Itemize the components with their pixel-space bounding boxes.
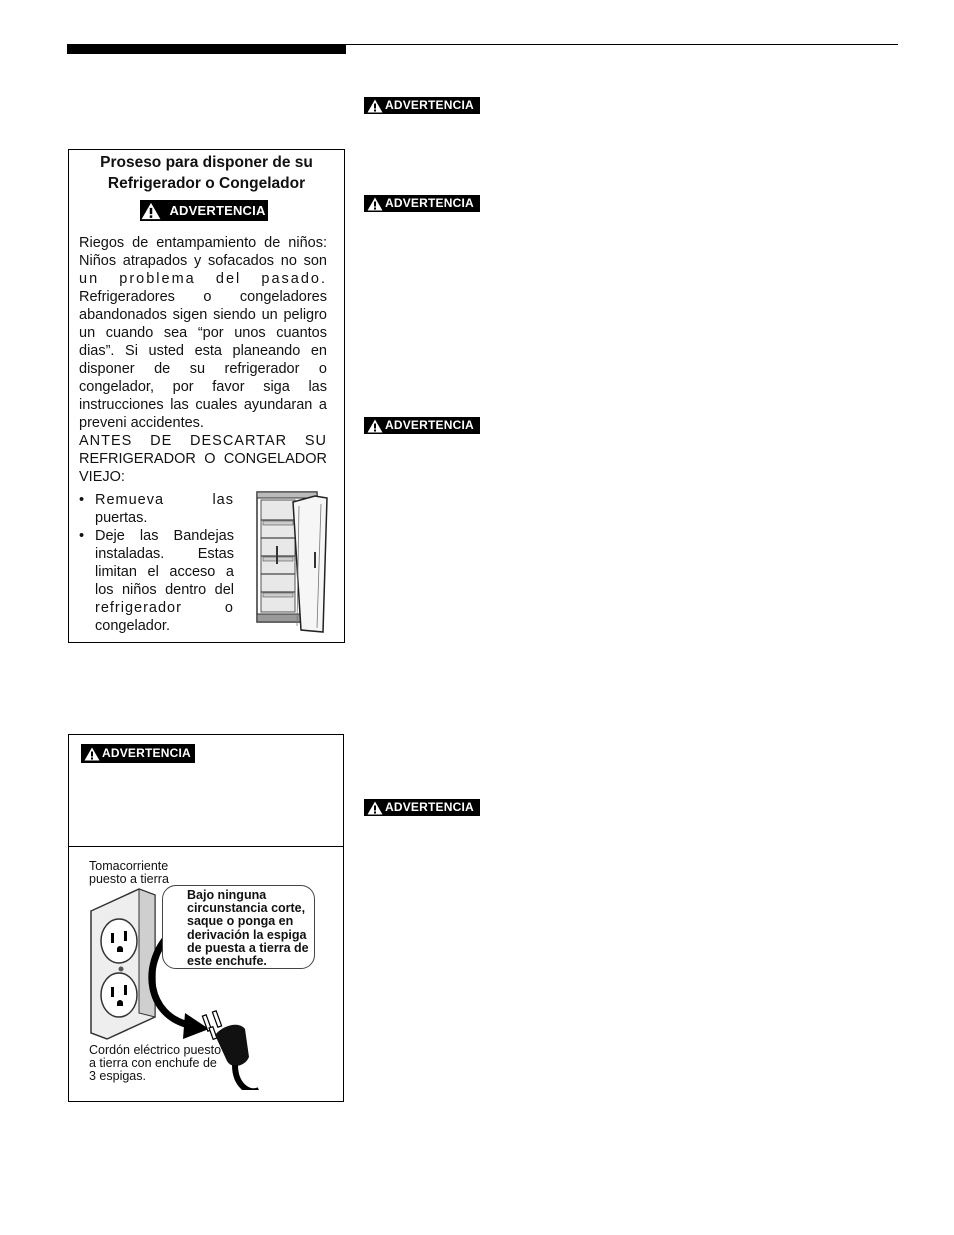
warning-badge-4 xyxy=(364,799,480,816)
callout-line: circunstancia corte, xyxy=(187,901,306,916)
warning-triangle-icon xyxy=(84,747,100,761)
cord-label-line: Cordón eléctrico puesto xyxy=(89,1043,222,1057)
bullet-line: Remueva las xyxy=(95,492,234,508)
caps-line: ANTES DE DESCARTAR SU xyxy=(79,433,327,449)
body-line: instrucciones las cuales ayundaran a xyxy=(79,397,327,413)
disposal-warning-badge xyxy=(140,200,268,221)
disposal-warning-label: ADVERTENCIA xyxy=(169,203,266,218)
body-line: abandonados sigen siendo un peligro xyxy=(79,307,327,323)
header-rule-thick xyxy=(67,44,346,54)
body-line: Refrigeradores o congeladores xyxy=(79,289,327,305)
cord-label-line: 3 espigas. xyxy=(89,1069,146,1083)
warning-badge-3 xyxy=(364,417,480,434)
body-line: un cuando sea “por unos cuantos xyxy=(79,325,327,341)
bullet-line: puertas. xyxy=(95,510,148,526)
disposal-title-line-2: Refrigerador o Congelador xyxy=(107,175,306,192)
warning-triangle-icon xyxy=(367,99,383,113)
caps-line: REFRIGERADOR O CONGELADOR xyxy=(79,451,327,467)
freezer-door-removed-illustration xyxy=(253,490,331,636)
warning-badge-2 xyxy=(364,195,480,212)
body-line: preveni accidentes. xyxy=(79,415,204,431)
body-line: disponer de su refrigerador o xyxy=(79,361,327,377)
body-line: Niños atrapados y sofacados no son xyxy=(79,253,327,269)
cord-label-line: a tierra con enchufe de xyxy=(89,1056,217,1070)
grounding-callout-text xyxy=(187,889,317,968)
warning-triangle-icon xyxy=(141,202,161,220)
warning-badge-1 xyxy=(364,97,480,114)
warning-triangle-icon xyxy=(367,801,383,815)
callout-line: de puesta a tierra de xyxy=(187,940,309,955)
bullet-line: los niños dentro del xyxy=(95,582,234,598)
warning-badge-label: ADVERTENCIA xyxy=(385,800,474,814)
warning-triangle-icon xyxy=(367,197,383,211)
bullet-item-remove-doors xyxy=(79,491,234,527)
bullet-line: refrigerador o xyxy=(95,600,234,616)
callout-line: Bajo ninguna xyxy=(187,888,267,902)
electrical-warning-badge xyxy=(81,744,195,763)
outlet-label-line-1: Tomacorriente xyxy=(89,859,169,873)
bullet-line: instaladas. Estas xyxy=(95,546,234,562)
bullet-dot: • xyxy=(79,492,85,508)
bullet-item-leave-shelves xyxy=(79,527,234,635)
cord-label xyxy=(89,1044,221,1083)
disposal-box-title xyxy=(69,152,344,194)
warning-badge-label: ADVERTENCIA xyxy=(385,418,474,432)
outlet-label xyxy=(89,860,169,886)
callout-line: derivación la espiga xyxy=(187,927,307,942)
warning-badge-label: ADVERTENCIA xyxy=(385,196,474,210)
callout-line: saque o ponga en xyxy=(187,914,294,929)
outlet-label-line-2: puesto a tierra xyxy=(89,872,169,886)
electrical-warning-label: ADVERTENCIA xyxy=(102,746,191,760)
disposal-title-line-1: Proseso para disponer de su xyxy=(100,154,313,171)
header-rule-thin xyxy=(346,44,898,45)
warning-badge-label: ADVERTENCIA xyxy=(385,98,474,112)
body-line: dias”. Si usted esta planeando en xyxy=(79,343,327,359)
callout-line: este enchufe. xyxy=(187,954,267,969)
body-line: congelador, por favor siga las xyxy=(79,379,327,395)
bullet-dot: • xyxy=(79,528,85,544)
body-line: Riegos de entampamiento de niños: xyxy=(79,235,327,251)
body-line: un problema del pasado. xyxy=(79,271,327,287)
warning-triangle-icon xyxy=(367,419,383,433)
disposal-bullets xyxy=(79,491,234,635)
caps-line: VIEJO: xyxy=(79,469,125,485)
disposal-body xyxy=(79,234,327,486)
bullet-line: congelador. xyxy=(95,618,170,634)
bullet-line: limitan el acceso a xyxy=(95,564,234,580)
electrical-box-divider xyxy=(69,846,343,847)
bullet-line: Deje las Bandejas xyxy=(95,528,234,544)
electrical-warning-box xyxy=(68,734,344,1102)
disposal-box xyxy=(68,149,345,643)
